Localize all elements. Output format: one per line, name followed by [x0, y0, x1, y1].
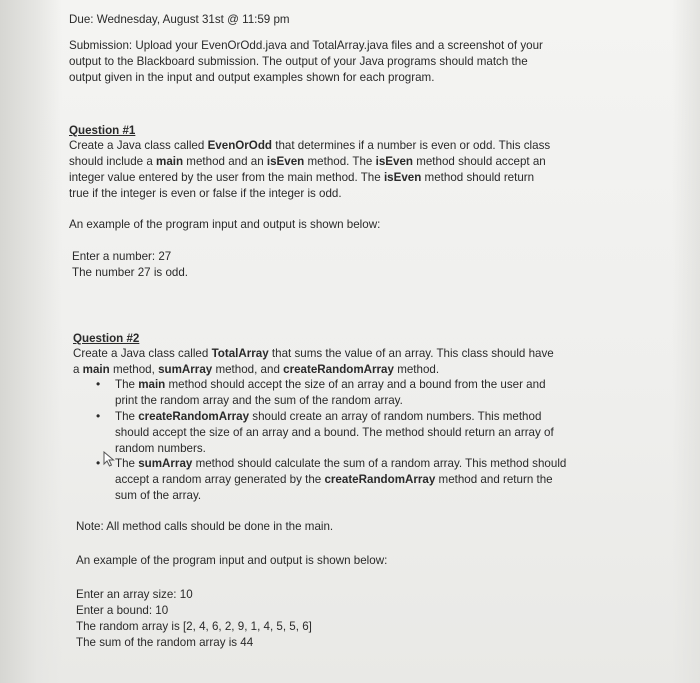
submission-line-3: output given in the input and output examples shown for each program. — [69, 71, 435, 84]
q2-line-2: a main method, sumArray method, and createRandomArray method. — [73, 363, 440, 376]
submission-line-2: output to the Blackboard submission. The output of your Java programs should match the — [69, 55, 528, 68]
submission-line-1: Submission: Upload your EvenOrOdd.java and TotalArray.java files and a screenshot of your — [69, 39, 543, 52]
q1-line-1: Create a Java class called EvenOrOdd that determines if a number is even or odd. This class — [69, 139, 551, 152]
due-date: Due: Wednesday, August 31st @ 11:59 pm — [69, 13, 290, 26]
page-edge-shadow — [0, 0, 62, 683]
q2-bullet-3-line-2: accept a random array generated by the createRandomArray method and return the — [115, 473, 553, 486]
q2-example-line-4: The sum of the random array is 44 — [76, 636, 254, 649]
question-2-heading: Question #2 — [73, 332, 140, 345]
q2-bullet-3-line-1: The sumArray method should calculate the sum of a random array. This method should — [115, 457, 567, 470]
q2-bullet-3-line-3: sum of the array. — [115, 489, 202, 502]
q1-example-intro: An example of the program input and output is shown below: — [69, 218, 381, 231]
q2-bullet-2-line-1: The createRandomArray should create an array of random numbers. This method — [115, 410, 542, 423]
q2-example-line-1: Enter an array size: 10 — [76, 588, 193, 601]
q1-line-4: true if the integer is even or false if the integer is odd. — [69, 187, 342, 200]
q1-line-2: should include a main method and an isEven method. The isEven method should accept an — [69, 155, 546, 168]
q2-example-line-3: The random array is [2, 4, 6, 2, 9, 1, 4, 5, 5, 6] — [76, 620, 312, 633]
page-right-edge — [672, 0, 700, 683]
q2-bullet-1-line-1: The main method should accept the size of an array and a bound from the user and — [115, 378, 546, 391]
q1-example-line-2: The number 27 is odd. — [72, 266, 189, 279]
q1-example-line-1: Enter a number: 27 — [72, 250, 172, 263]
question-1-heading: Question #1 — [69, 124, 136, 137]
q2-bullet-1-line-2: print the random array and the sum of the random array. — [115, 394, 403, 407]
q2-bullet-2-line-3: random numbers. — [115, 442, 206, 455]
q2-example-line-2: Enter a bound: 10 — [76, 604, 169, 617]
bullet-1: • — [96, 377, 101, 391]
q2-example-intro: An example of the program input and output is shown below: — [76, 554, 388, 567]
bullet-2: • — [96, 409, 101, 423]
q2-bullet-2-line-2: should accept the size of an array and a bound. The method should return an array of — [115, 426, 554, 439]
q2-line-1: Create a Java class called TotalArray that sums the value of an array. This class should have — [73, 347, 554, 360]
q1-line-3: integer value entered by the user from the main method. The isEven method should return — [69, 171, 535, 184]
bullet-3: • — [96, 456, 101, 470]
q2-note: Note: All method calls should be done in the main. — [76, 520, 334, 533]
mouse-pointer-icon — [103, 451, 115, 467]
